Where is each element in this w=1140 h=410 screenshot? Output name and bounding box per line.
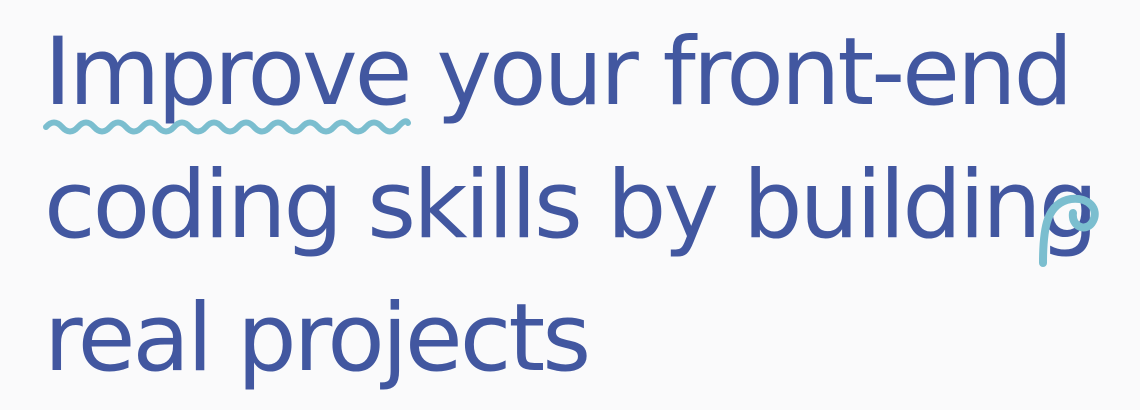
highlighted-word xyxy=(44,6,410,139)
hero-line-2 xyxy=(44,139,1124,272)
hero-line-3-text: real projects xyxy=(44,284,589,393)
hero-line-2-text: coding skills by building xyxy=(44,151,1096,260)
squiggle-underline-icon xyxy=(44,114,410,136)
arc-doodle-icon xyxy=(1037,187,1113,267)
highlighted-word-text: Improve xyxy=(44,18,410,127)
hero-line-3 xyxy=(44,272,1124,405)
hero-line-1-rest: your front-end xyxy=(409,18,1071,127)
hero-heading xyxy=(44,6,1124,405)
hero-line-1 xyxy=(44,6,1124,139)
